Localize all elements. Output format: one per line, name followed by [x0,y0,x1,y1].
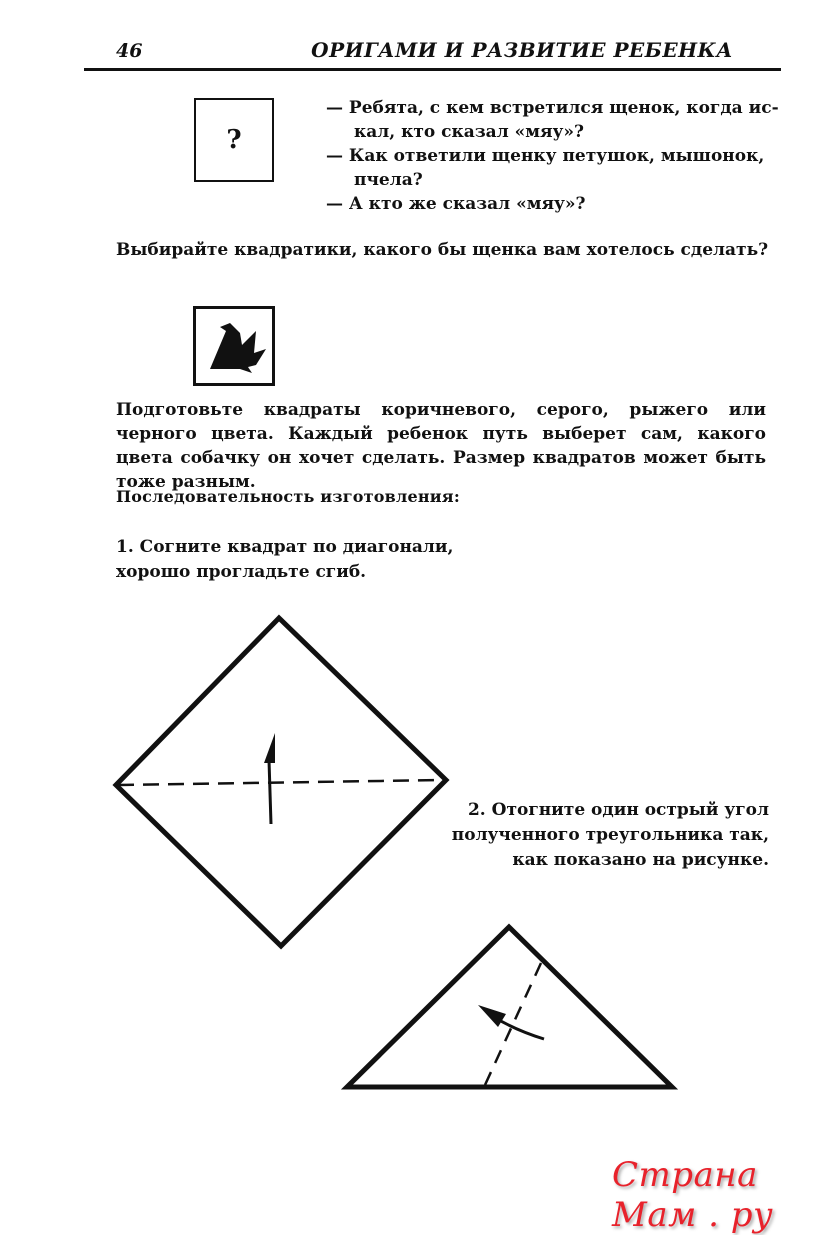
dialog-line: — А кто же сказал «мяу»? [326,194,586,214]
site-watermark: Страна Мам . ру [612,1155,774,1235]
page-number: 46 [116,40,143,62]
step-line: хорошо прогладьте сгиб. [116,562,367,582]
preparation-paragraph: Подготовьте квадраты коричневого, серого, рыжего или черного цвета. Каждый ребенок путь выберет сам, какого цвета собачку он хочет сделать. Размер квадратов может быть тоже разным. [116,400,766,492]
dialog-line: пчела? [354,170,423,190]
step-line: полученного треугольника так, [451,825,769,845]
fold-dashed-line [485,963,541,1085]
choose-instruction: Выбирайте квадратики, какого бы щенка вам хотелось сделать? [116,240,769,260]
question-mark-icon: ? [226,125,242,155]
triangle-outline [347,927,672,1087]
dialog-line: кал, кто сказал «мяу»? [354,122,585,142]
running-title: ОРИГАМИ И РАЗВИТИЕ РЕБЕНКА [311,38,733,62]
dialog-line: — Ребята, с кем встретился щенок, когда ис- [326,98,779,118]
dialog-line: — Как ответили щенку петушок, мышонок, [326,146,765,166]
sequence-title: Последовательность изготовления: [116,487,460,506]
step-line: 1. Согните квадрат по диагонали, [116,537,454,557]
step-line: 2. Отогните один острый угол [467,800,769,820]
step-line: как показано на рисунке. [512,850,769,870]
fold-arrow-head [478,1005,506,1027]
